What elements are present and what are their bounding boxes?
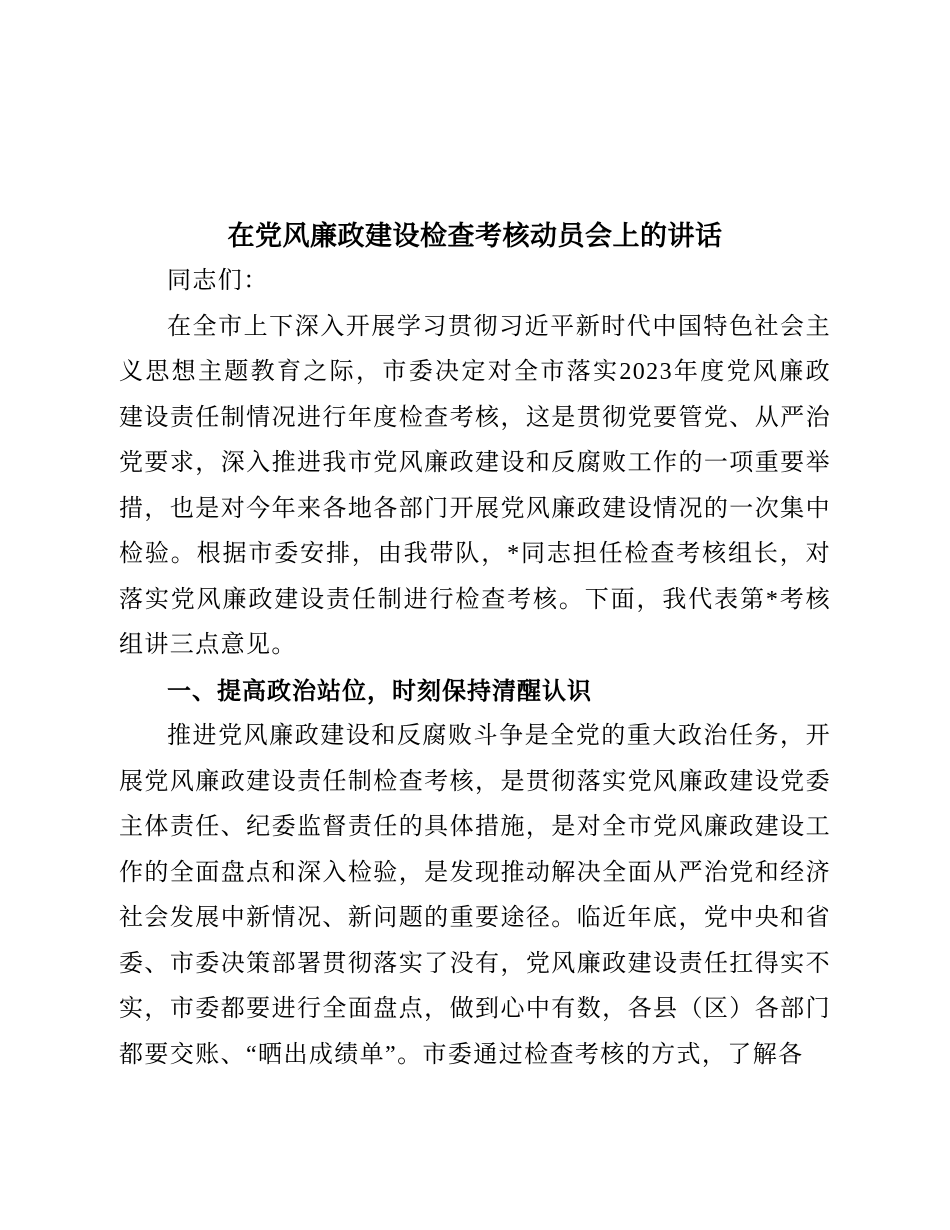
paragraph-section-1-body: 推进党风廉政建设和反腐败斗争是全党的重大政治任务，开展党风廉政建设责任制检查考核，是贯彻落实党风廉政建设党委主体责任、纪委监督责任的具体措施，是对全市党风廉政建设工作的全面盘点和深入检验，是发现推动解决全面从严治党和经济社会发展中新情况、新问题的重要途径。临近年底，党中央和省委、市委决策部署贯彻落实了没有，党风廉政建设责任扛得实不实，市委都要进行全面盘点，做到心中有数，各县（区）各部门都要交账、“晒出成绩单”。市委通过检查考核的方式，了解各 [119, 723, 831, 1068]
section-heading-1: 一、提高政治站位，时刻保持清醒认识 [167, 677, 592, 705]
document-title: 在党风廉政建设检查考核动员会上的讲话 [227, 221, 723, 251]
paragraph-salutation: 同志们： [167, 268, 269, 294]
paragraph-intro: 在全市上下深入开展学习贯彻习近平新时代中国特色社会主义思想主题教育之际，市委决定对全市落实2023年度党风廉政建设责任制情况进行年度检查考核，这是贯彻党要管党、从严治党要求，深入推进我市党风廉政建设和反腐败工作的一项重要举措，也是对今年来各地各部门开展党风廉政建设情况的一次集中检验。根据市委安排，由我带队，*同志担任检查考核组长，对落实党风廉政建设责任制进行检查考核。下面，我代表第*考核组讲三点意见。 [119, 313, 831, 658]
